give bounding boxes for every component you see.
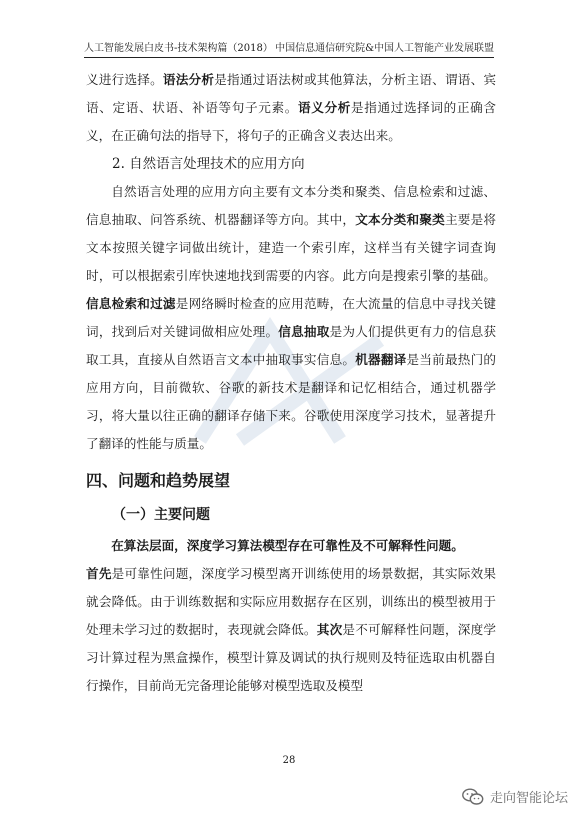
bold-term: 信息抽取: [278, 324, 330, 339]
running-header: [84, 36, 494, 58]
body-text: 是指通过选择词的正确含义，在正确句法的指导下，将句子的正确含义表达出来。: [86, 100, 497, 143]
bold-term: 语义分析: [297, 100, 351, 115]
bold-term: 机器翻译: [355, 352, 407, 367]
body-text: 是当前最热门的应用方向，目前微软、谷歌的新技术是翻译和记忆相结合，通过机器学习，将大量以往正确的翻译存储下来。谷歌使用深度学习技术，显著提升了翻译的性能与质量。: [86, 352, 497, 451]
bold-term: 语法分析: [162, 72, 215, 87]
body-text: 义进行选择。: [86, 72, 163, 87]
subsection-heading-main-problems: （一）主要问题: [112, 507, 210, 523]
paragraph-nlp-applications: [86, 178, 496, 458]
paragraph-syntax-semantic: [86, 66, 496, 150]
section-heading-problems-trends: 四、问题和趋势展望: [86, 471, 231, 490]
header-right-org: 中国信息通信研究院&中国人工智能产业发展联盟: [275, 43, 494, 54]
body-text: 是为人们提供更有力的信息获取工具，直接从自然语言文本中抽取事实信息。: [86, 324, 497, 367]
bold-term: 文本分类和聚类: [355, 212, 445, 227]
bold-term: 信息检索和过滤: [86, 296, 176, 311]
wechat-account-name: 走向智能论坛: [489, 791, 568, 806]
body-text: 是可靠性问题，深度学习模型离开训练使用的场景数据，其实际效果就会降低。由于训练数据和实际应用数据存在区别，训练出的模型被用于处理未学习过的数据时，表现就会降低。: [86, 566, 497, 637]
body-text: 主要是将文本按照关键字词做出统计，建造一个索引库，这样当有关键字词查询时，可以根据索引库快速地找到需要的内容。此方向是搜索引擎的基础。: [86, 212, 497, 283]
bold-term: 其次: [316, 622, 343, 637]
body-text: 自然语言处理的应用方向主要有文本分类和聚类、信息检索和过滤、信息抽取、问答系统、机器翻译等方向。其中，: [86, 184, 496, 227]
body-text: 是网络瞬时检查的应用范畴，在大流量的信息中寻找关键词，找到后对关键词做相应处理。: [86, 296, 497, 339]
paragraph-reliability-interpretability: [86, 560, 496, 700]
lead-sentence: 在算法层面，深度学习算法模型存在可靠性及不可解释性问题。: [111, 538, 464, 553]
body-text: 是不可解释性问题，深度学习计算过程为黑盒操作，模型计算及调试的执行规则及特征选取由机器自行操作，目前尚无完备理论能够对模型选取及模型: [86, 622, 497, 693]
subheading-nlp-applications: 2. 自然语言处理技术的应用方向: [112, 156, 305, 172]
header-left-title: 人工智能发展白皮书-技术架构篇（2018）: [84, 43, 273, 54]
page-body: [86, 66, 496, 700]
wechat-icon: [462, 788, 484, 806]
paragraph-lead-bold: [86, 532, 496, 560]
body-text: 是指通过语法树或其他算法，分析主语、谓语、宾语、定语、状语、补语等句子元素。: [86, 72, 497, 115]
page-number: 28: [282, 755, 296, 766]
wechat-account-mark: [462, 787, 568, 806]
bold-term: 首先: [86, 566, 112, 581]
